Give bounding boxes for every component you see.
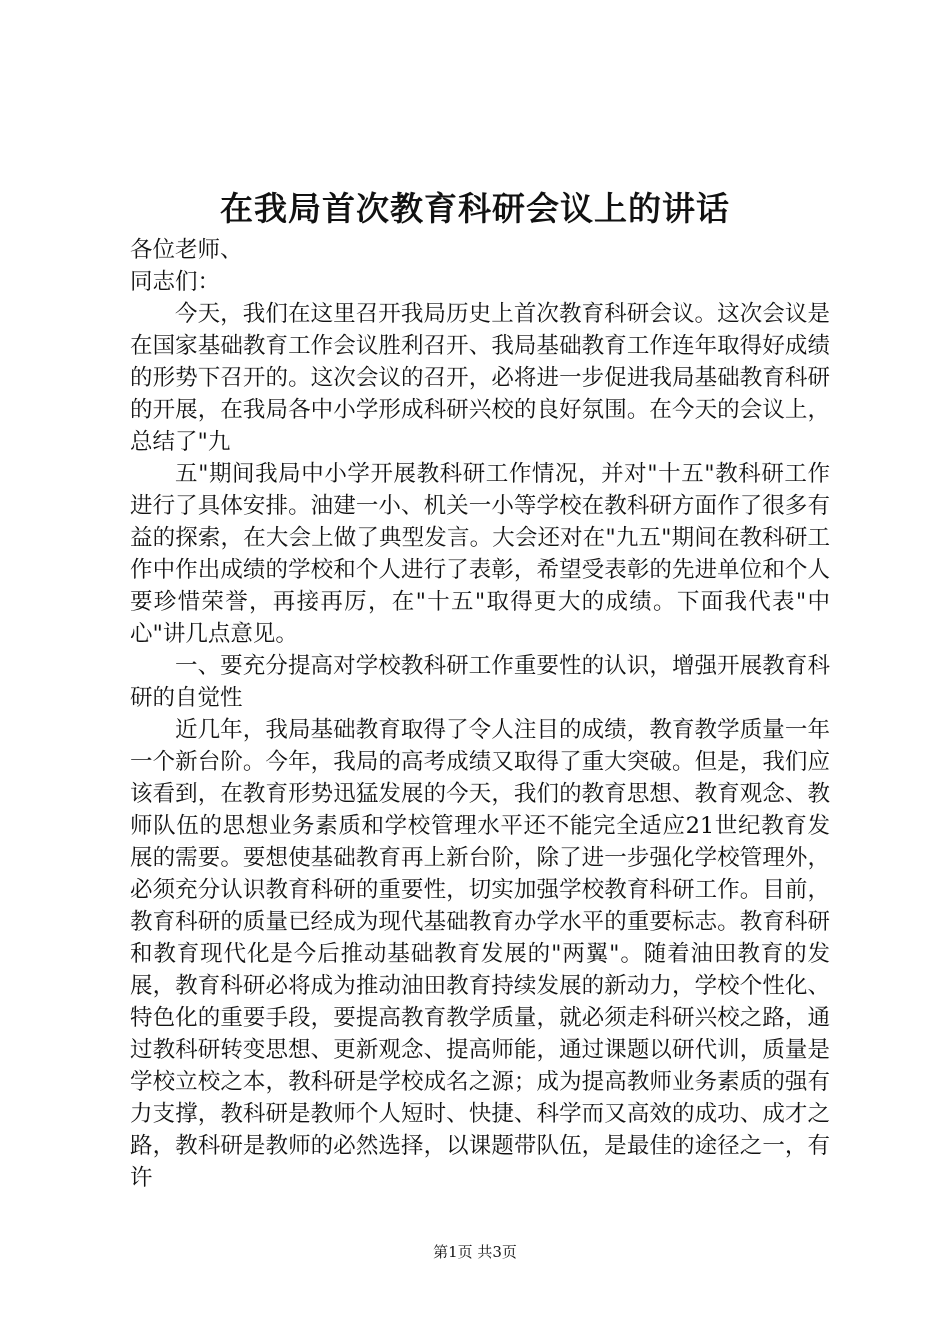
paragraph: 今天，我们在这里召开我局历史上首次教育科研会议。这次会议是在国家基础教育工作会议胜利召开、我局基础教育工作连年取得好成绩的形势下召开的。这次会议的召开，必将进一步促进我局基础教育科研的开展，在我局各中小学形成科研兴校的良好氛围。在今天的会议上，总结了"九 bbox=[130, 301, 830, 455]
paragraph: 近几年，我局基础教育取得了令人注目的成绩，教育教学质量一年一个新台阶。今年，我局的高考成绩又取得了重大突破。但是，我们应该看到，在教育形势迅猛发展的今天，我们的教育思想、教育观念、教师队伍的思想业务素质和学校管理水平还不能完全适应21世纪教育发展的需要。要想使基础教育再上新台阶，除了进一步强化学校管理外，必须充分认识教育科研的重要性，切实加强学校教育科研工作。目前，教育科研的质量已经成为现代基础教育办学水平的重要标志。教育科研和教育现代化是今后推动基础教育发展的"两翼"。随着油田教育的发展，教育科研必将成为推动油田教育持续发展的新动力，学校个性化、特色化的重要手段，要提高教育教学质量，就必须走科研兴校之路，通过教科研转变思想、更新观念、提高师能，通过课题以研代训，质量是学校立校之本，教科研是学校成名之源；成为提高教师业务素质的强有力支撑，教科研是教师个人短时、快捷、科学而又高效的成功、成才之路，教科研是教师的必然选择，以课题带队伍，是最佳的途径之一，有许 bbox=[130, 717, 830, 1191]
section-heading: 一、要充分提高对学校教科研工作重要性的认识，增强开展教育科研的自觉性 bbox=[130, 653, 830, 711]
greeting-line: 同志们： bbox=[130, 269, 221, 295]
document-title: 在我局首次教育科研会议上的讲话 bbox=[220, 189, 730, 228]
greeting-line: 各位老师、 bbox=[130, 237, 243, 263]
document-body bbox=[130, 234, 830, 1194]
paragraph: 五"期间我局中小学开展教科研工作情况，并对"十五"教科研工作进行了具体安排。油建一小、机关一小等学校在教科研方面作了很多有益的探索，在大会上做了典型发言。大会还对在"九五"期间在教科研工作中作出成绩的学校和个人进行了表彰，希望受表彰的先进单位和个人要珍惜荣誉，再接再厉，在"十五"取得更大的成绩。下面我代表"中心"讲几点意见。 bbox=[130, 461, 830, 647]
page-footer: 第1页 共3页 bbox=[433, 1243, 517, 1261]
